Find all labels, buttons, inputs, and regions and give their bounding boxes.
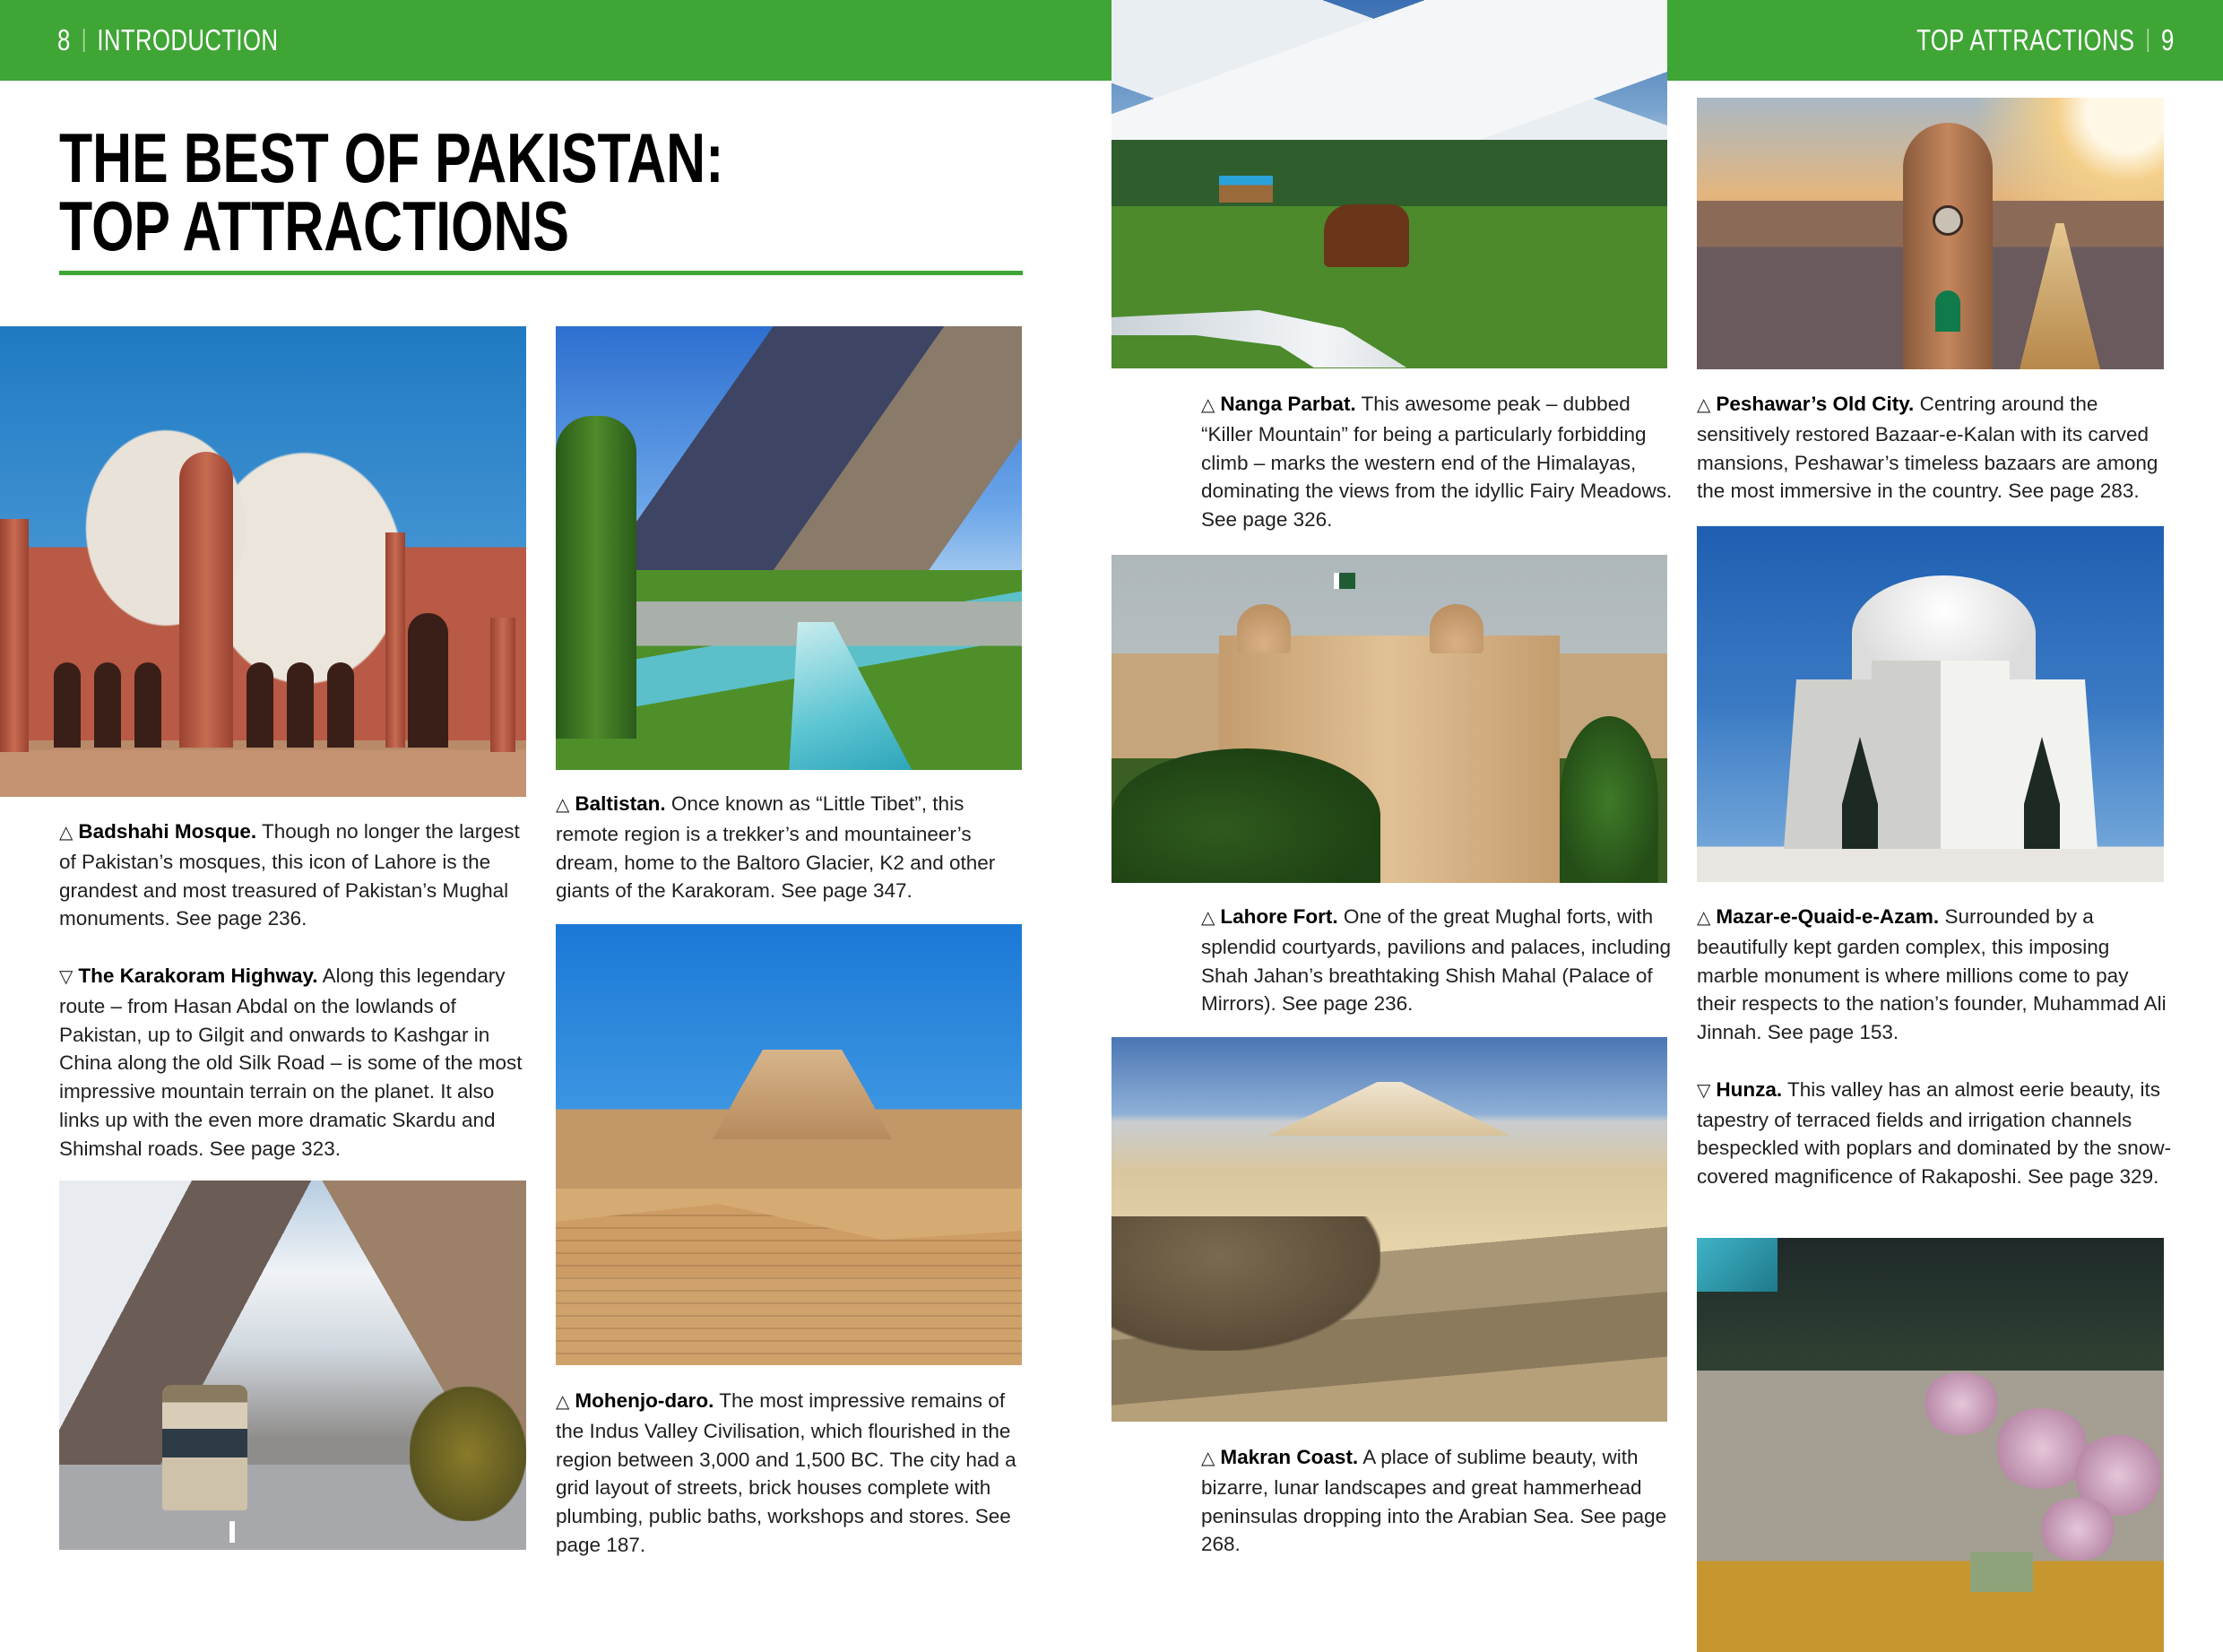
caption-column-1 [59,817,530,1163]
caption-column-4-lower [1697,903,2172,1191]
caption-mazar-e-quaid-e-azam: △ Mazar-e-Quaid-e-Azam. Surrounded by a beautifully kept garden complex, this imposing marble monument is where millions come to pay their respects to the nation’s founder, Muhammad Ali Jinnah. See page 153. [1697,905,2167,1044]
section-title-right: TOP ATTRACTIONS [1916,23,2135,56]
photo-nanga-parbat [1112,0,1667,368]
page-title-line-2: TOP ATTRACTIONS [59,186,569,265]
triangle-up-icon: △ [556,1392,570,1412]
photo-makran-coast [1112,1037,1667,1422]
caption-badshahi-mosque: △ Badshahi Mosque. Though no longer the largest of Pakistan’s mosques, this icon of Lahore is the grandest and most treasured of Pakistan’s Mughal monuments. See page 236. [59,820,520,930]
photo-lahore-fort [1112,555,1667,883]
photo-mazar-e-quaid-e-azam [1697,526,2164,882]
header-separator [2148,29,2149,52]
caption-lahore-fort: △ Lahore Fort. One of the great Mughal forts, with splendid courtyards, pavilions and palaces, including Shah Jahan’s breathtaking Shish Mahal (Palace of Mirrors). See page 236. [1201,905,1672,1016]
page-number-left: 8 [57,23,71,56]
caption-makran-coast: △ Makran Coast. A place of sublime beauty, with bizarre, lunar landscapes and great hammerhead peninsulas dropping into the Arabian Sea. See page 268. [1201,1446,1667,1556]
triangle-down-icon: ▽ [1697,1080,1711,1101]
triangle-up-icon: △ [1697,395,1711,415]
caption-mohenjo-daro: △ Mohenjo-daro. The most impressive remains of the Indus Valley Civilisation, which flourished in the region between 3,000 and 1,500 BC. The city had a grid layout of streets, brick houses complete with plumbing, public baths, workshops and stores. See page 187. [556,1389,1016,1556]
triangle-down-icon: ▽ [59,966,74,987]
title-divider [59,271,1023,275]
section-title-left: INTRODUCTION [97,23,279,56]
photo-peshawar-old-city [1697,98,2164,369]
photo-baltistan [556,326,1022,770]
header-separator [83,29,85,52]
caption-peshawar-old-city: △ Peshawar’s Old City. Centring around the sensitively restored Bazaar-e-Kalan with its carved mansions, Peshawar’s timeless bazaars are among the most immersive in the country. See page 283. [1697,393,2158,503]
page-title [59,118,724,265]
caption-nanga-parbat: △ Nanga Parbat. This awesome peak – dubbed “Killer Mountain” for being a particularly forbidding climb – marks the western end of the Himalayas, dominating the views from the idyllic Fairy Meadows. See page 326. [1201,393,1673,532]
caption-hunza: ▽ Hunza. This valley has an almost eerie beauty, its tapestry of terraced fields and irrigation channels bespeckled with poplars and dominated by the snow-covered magnificence of Rakaposhi. See page 329. [1697,1077,2172,1189]
triangle-up-icon: △ [1697,908,1711,928]
triangle-up-icon: △ [556,795,570,815]
page-number-right: 9 [2161,23,2175,56]
running-header-right [1667,0,2223,81]
triangle-up-icon: △ [1201,395,1215,415]
photo-karakoram-highway [59,1181,526,1550]
page-title-line-1: THE BEST OF PAKISTAN: [59,118,724,197]
running-header-left [0,0,1112,81]
photo-mohenjo-daro [556,924,1022,1365]
caption-karakoram-highway: ▽ The Karakoram Highway. Along this legendary route – from Hasan Abdal on the lowlands of Pakistan, up to Gilgit and onwards to Kashgar in China along the old Silk Road – is some of the most impressive mountain terrain on the planet. It also links up with the even more dramatic Skardu and Shimshal roads. See page 323. [59,964,523,1160]
triangle-up-icon: △ [59,823,74,843]
triangle-up-icon: △ [1201,1449,1215,1468]
caption-baltistan: △ Baltistan. Once known as “Little Tibet”, this remote region is a trekker’s and mountaineer’s dream, home to the Baltoro Glacier, K2 and other giants of the Karakoram. See page 347. [556,792,996,903]
photo-badshahi-mosque [0,326,526,797]
photo-hunza [1697,1238,2164,1652]
triangle-up-icon: △ [1201,908,1215,928]
